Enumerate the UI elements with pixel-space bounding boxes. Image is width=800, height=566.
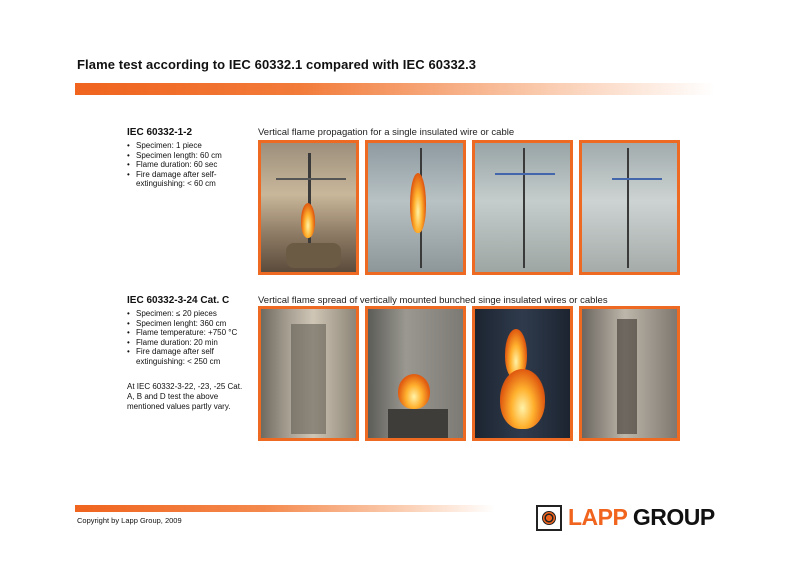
lapp-logo-icon (536, 505, 562, 531)
section2-heading: IEC 60332-3-24 Cat. C (127, 295, 230, 306)
bullet-item: • Specimen lenght: 360 cm (127, 319, 252, 329)
bullet-item: • Fire damage after self-extinguishing: < 60 cm (127, 170, 246, 189)
bullet-item: • Specimen length: 60 cm (127, 151, 252, 161)
test-photo (579, 306, 680, 441)
bullet-item: • Specimen: ≤ 20 pieces (127, 309, 252, 319)
slide-title: Flame test according to IEC 60332.1 compared with IEC 60332.3 (77, 57, 477, 72)
test-photo (472, 140, 573, 275)
lapp-group-logo (536, 504, 715, 531)
section1-heading: IEC 60332-1-2 (127, 127, 193, 138)
test-photo (365, 306, 466, 441)
test-photo (258, 306, 359, 441)
test-photo (472, 306, 573, 441)
test-photo (579, 140, 680, 275)
test-photo (365, 140, 466, 275)
test-photo (258, 140, 359, 275)
bullet-item: • Specimen: 1 piece (127, 141, 252, 151)
logo-group-text: GROUP (632, 504, 715, 530)
section1-bullet-list (127, 141, 252, 189)
section1-caption: Vertical flame propagation for a single insulated wire or cable (258, 127, 515, 138)
bullet-item: • Flame duration: 60 sec (127, 160, 252, 170)
footer-accent-bar (75, 505, 495, 512)
title-accent-bar (75, 83, 715, 95)
logo-lapp-text: LAPP (568, 504, 627, 530)
bullet-item: • Fire damage after self extinguishing: < 250 cm (127, 347, 246, 366)
section2-bullet-list (127, 309, 252, 366)
copyright-text: Copyright by Lapp Group, 2009 (77, 516, 182, 525)
bullet-item: • Flame duration: 20 min (127, 338, 252, 348)
section2-note: At IEC 60332-3-22, -23, -25 Cat. A, B and D test the above mentioned values partly vary. (127, 382, 243, 411)
section2-caption: Vertical flame spread of vertically mounted bunched singe insulated wires or cables (258, 295, 608, 306)
bullet-item: • Flame temperature: +750 °C (127, 328, 252, 338)
logo-wordmark (568, 504, 715, 531)
